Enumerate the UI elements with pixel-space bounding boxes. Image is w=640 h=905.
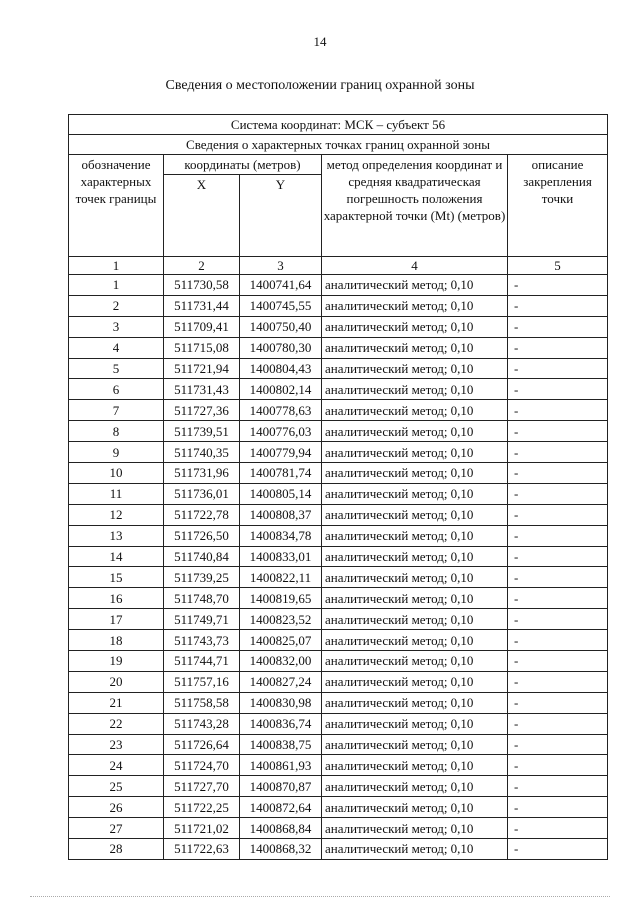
method-cell: аналитический метод; 0,10 — [322, 839, 508, 860]
y-coordinate: 1400781,74 — [240, 463, 322, 484]
y-coordinate: 1400819,65 — [240, 588, 322, 609]
description-cell: - — [508, 337, 608, 358]
y-coordinate: 1400827,24 — [240, 671, 322, 692]
point-number: 11 — [69, 483, 164, 504]
document-title: Сведения о местоположении границ охранной зоны — [165, 78, 475, 93]
method-cell: аналитический метод; 0,10 — [322, 651, 508, 672]
point-number: 2 — [69, 295, 164, 316]
description-cell: - — [508, 295, 608, 316]
x-coordinate: 511749,71 — [164, 609, 240, 630]
table-row — [69, 588, 608, 609]
table-row — [69, 275, 608, 296]
table-row — [69, 358, 608, 379]
description-cell: - — [508, 525, 608, 546]
y-coordinate: 1400833,01 — [240, 546, 322, 567]
x-coordinate: 511744,71 — [164, 651, 240, 672]
description-cell: - — [508, 671, 608, 692]
header-description: описание закрепления точки — [508, 155, 608, 257]
column-number: 1 — [69, 257, 164, 275]
method-cell: аналитический метод; 0,10 — [322, 275, 508, 296]
x-coordinate: 511722,78 — [164, 504, 240, 525]
y-coordinate: 1400802,14 — [240, 379, 322, 400]
x-coordinate: 511726,50 — [164, 525, 240, 546]
description-cell: - — [508, 734, 608, 755]
description-cell: - — [508, 379, 608, 400]
table-row — [69, 797, 608, 818]
method-cell: аналитический метод; 0,10 — [322, 483, 508, 504]
y-coordinate: 1400870,87 — [240, 776, 322, 797]
column-number: 4 — [322, 257, 508, 275]
point-number: 14 — [69, 546, 164, 567]
description-cell: - — [508, 275, 608, 296]
description-cell: - — [508, 504, 608, 525]
table-row — [69, 483, 608, 504]
y-coordinate: 1400823,52 — [240, 609, 322, 630]
y-coordinate: 1400750,40 — [240, 316, 322, 337]
description-cell: - — [508, 776, 608, 797]
method-cell: аналитический метод; 0,10 — [322, 546, 508, 567]
method-cell: аналитический метод; 0,10 — [322, 421, 508, 442]
x-coordinate: 511748,70 — [164, 588, 240, 609]
table-row — [69, 337, 608, 358]
point-number: 22 — [69, 713, 164, 734]
y-coordinate: 1400805,14 — [240, 483, 322, 504]
x-coordinate: 511740,84 — [164, 546, 240, 567]
x-coordinate: 511731,96 — [164, 463, 240, 484]
table-row — [69, 525, 608, 546]
method-cell: аналитический метод; 0,10 — [322, 358, 508, 379]
y-coordinate: 1400780,30 — [240, 337, 322, 358]
table-row — [69, 839, 608, 860]
x-coordinate: 511757,16 — [164, 671, 240, 692]
table-row — [69, 630, 608, 651]
x-coordinate: 511736,01 — [164, 483, 240, 504]
method-cell: аналитический метод; 0,10 — [322, 316, 508, 337]
table-row — [69, 609, 608, 630]
point-number: 4 — [69, 337, 164, 358]
point-number: 13 — [69, 525, 164, 546]
table-row — [69, 755, 608, 776]
y-coordinate: 1400741,64 — [240, 275, 322, 296]
description-cell: - — [508, 588, 608, 609]
method-cell: аналитический метод; 0,10 — [322, 818, 508, 839]
y-coordinate: 1400825,07 — [240, 630, 322, 651]
x-coordinate: 511709,41 — [164, 316, 240, 337]
table-row — [69, 379, 608, 400]
description-cell: - — [508, 400, 608, 421]
method-cell: аналитический метод; 0,10 — [322, 797, 508, 818]
method-cell: аналитический метод; 0,10 — [322, 609, 508, 630]
y-coordinate: 1400838,75 — [240, 734, 322, 755]
point-number: 3 — [69, 316, 164, 337]
point-number: 23 — [69, 734, 164, 755]
y-coordinate: 1400745,55 — [240, 295, 322, 316]
y-coordinate: 1400830,98 — [240, 692, 322, 713]
table-row — [69, 442, 608, 463]
method-cell: аналитический метод; 0,10 — [322, 671, 508, 692]
column-number: 5 — [508, 257, 608, 275]
x-coordinate: 511743,73 — [164, 630, 240, 651]
point-number: 18 — [69, 630, 164, 651]
point-number: 27 — [69, 818, 164, 839]
x-coordinate: 511726,64 — [164, 734, 240, 755]
point-number: 10 — [69, 463, 164, 484]
method-cell: аналитический метод; 0,10 — [322, 379, 508, 400]
point-number: 6 — [69, 379, 164, 400]
point-number: 17 — [69, 609, 164, 630]
coordinate-system: Система координат: МСК – субъект 56 — [69, 115, 608, 135]
table-row — [69, 504, 608, 525]
y-coordinate: 1400776,03 — [240, 421, 322, 442]
table-row — [69, 651, 608, 672]
description-cell: - — [508, 421, 608, 442]
method-cell: аналитический метод; 0,10 — [322, 713, 508, 734]
method-cell: аналитический метод; 0,10 — [322, 463, 508, 484]
y-coordinate: 1400836,74 — [240, 713, 322, 734]
point-number: 28 — [69, 839, 164, 860]
header-x: X — [164, 175, 240, 257]
y-coordinate: 1400834,78 — [240, 525, 322, 546]
y-coordinate: 1400868,32 — [240, 839, 322, 860]
column-number: 3 — [240, 257, 322, 275]
description-cell: - — [508, 839, 608, 860]
table-row — [69, 671, 608, 692]
method-cell: аналитический метод; 0,10 — [322, 442, 508, 463]
x-coordinate: 511715,08 — [164, 337, 240, 358]
method-cell: аналитический метод; 0,10 — [322, 337, 508, 358]
coordinates-table — [68, 114, 608, 860]
description-cell: - — [508, 651, 608, 672]
table-row — [69, 567, 608, 588]
point-number: 21 — [69, 692, 164, 713]
point-number: 15 — [69, 567, 164, 588]
point-number: 24 — [69, 755, 164, 776]
x-coordinate: 511722,25 — [164, 797, 240, 818]
y-coordinate: 1400778,63 — [240, 400, 322, 421]
point-number: 20 — [69, 671, 164, 692]
x-coordinate: 511739,25 — [164, 567, 240, 588]
table-row — [69, 818, 608, 839]
x-coordinate: 511722,63 — [164, 839, 240, 860]
bottom-scan-line — [30, 896, 610, 898]
y-coordinate: 1400868,84 — [240, 818, 322, 839]
x-coordinate: 511730,58 — [164, 275, 240, 296]
description-cell: - — [508, 316, 608, 337]
x-coordinate: 511724,70 — [164, 755, 240, 776]
y-coordinate: 1400832,00 — [240, 651, 322, 672]
x-coordinate: 511727,70 — [164, 776, 240, 797]
table-row — [69, 692, 608, 713]
y-coordinate: 1400822,11 — [240, 567, 322, 588]
description-cell: - — [508, 818, 608, 839]
table-row — [69, 546, 608, 567]
description-cell: - — [508, 692, 608, 713]
method-cell: аналитический метод; 0,10 — [322, 504, 508, 525]
page-number: 14 — [313, 34, 327, 49]
description-cell: - — [508, 483, 608, 504]
x-coordinate: 511721,02 — [164, 818, 240, 839]
method-cell: аналитический метод; 0,10 — [322, 734, 508, 755]
point-number: 7 — [69, 400, 164, 421]
x-coordinate: 511739,51 — [164, 421, 240, 442]
method-cell: аналитический метод; 0,10 — [322, 295, 508, 316]
x-coordinate: 511731,43 — [164, 379, 240, 400]
table-row — [69, 463, 608, 484]
point-number: 19 — [69, 651, 164, 672]
method-cell: аналитический метод; 0,10 — [322, 525, 508, 546]
point-number: 26 — [69, 797, 164, 818]
description-cell: - — [508, 442, 608, 463]
header-method: метод определения координат и средняя квадратическая погрешность положения характерной точки (Mt) (метров) — [322, 155, 508, 257]
method-cell: аналитический метод; 0,10 — [322, 400, 508, 421]
point-number: 1 — [69, 275, 164, 296]
method-cell: аналитический метод; 0,10 — [322, 692, 508, 713]
y-coordinate: 1400804,43 — [240, 358, 322, 379]
table-row — [69, 316, 608, 337]
method-cell: аналитический метод; 0,10 — [322, 588, 508, 609]
point-number: 16 — [69, 588, 164, 609]
description-cell: - — [508, 609, 608, 630]
point-number: 5 — [69, 358, 164, 379]
method-cell: аналитический метод; 0,10 — [322, 630, 508, 651]
description-cell: - — [508, 755, 608, 776]
point-number: 12 — [69, 504, 164, 525]
description-cell: - — [508, 797, 608, 818]
description-cell: - — [508, 546, 608, 567]
x-coordinate: 511721,94 — [164, 358, 240, 379]
point-number: 9 — [69, 442, 164, 463]
description-cell: - — [508, 630, 608, 651]
y-coordinate: 1400861,93 — [240, 755, 322, 776]
y-coordinate: 1400779,94 — [240, 442, 322, 463]
description-cell: - — [508, 567, 608, 588]
x-coordinate: 511758,58 — [164, 692, 240, 713]
x-coordinate: 511743,28 — [164, 713, 240, 734]
table-row — [69, 400, 608, 421]
x-coordinate: 511740,35 — [164, 442, 240, 463]
header-coords: координаты (метров) — [164, 155, 322, 175]
table-row — [69, 295, 608, 316]
method-cell: аналитический метод; 0,10 — [322, 755, 508, 776]
table-row — [69, 734, 608, 755]
description-cell: - — [508, 358, 608, 379]
method-cell: аналитический метод; 0,10 — [322, 776, 508, 797]
table-row — [69, 421, 608, 442]
header-y: Y — [240, 175, 322, 257]
table-subtitle: Сведения о характерных точках границ охранной зоны — [69, 135, 608, 155]
table-row — [69, 713, 608, 734]
column-number: 2 — [164, 257, 240, 275]
description-cell: - — [508, 463, 608, 484]
x-coordinate: 511731,44 — [164, 295, 240, 316]
table-row — [69, 776, 608, 797]
method-cell: аналитический метод; 0,10 — [322, 567, 508, 588]
x-coordinate: 511727,36 — [164, 400, 240, 421]
point-number: 8 — [69, 421, 164, 442]
y-coordinate: 1400808,37 — [240, 504, 322, 525]
y-coordinate: 1400872,64 — [240, 797, 322, 818]
description-cell: - — [508, 713, 608, 734]
point-number: 25 — [69, 776, 164, 797]
header-point: обозначение характерных точек границы — [69, 155, 164, 257]
